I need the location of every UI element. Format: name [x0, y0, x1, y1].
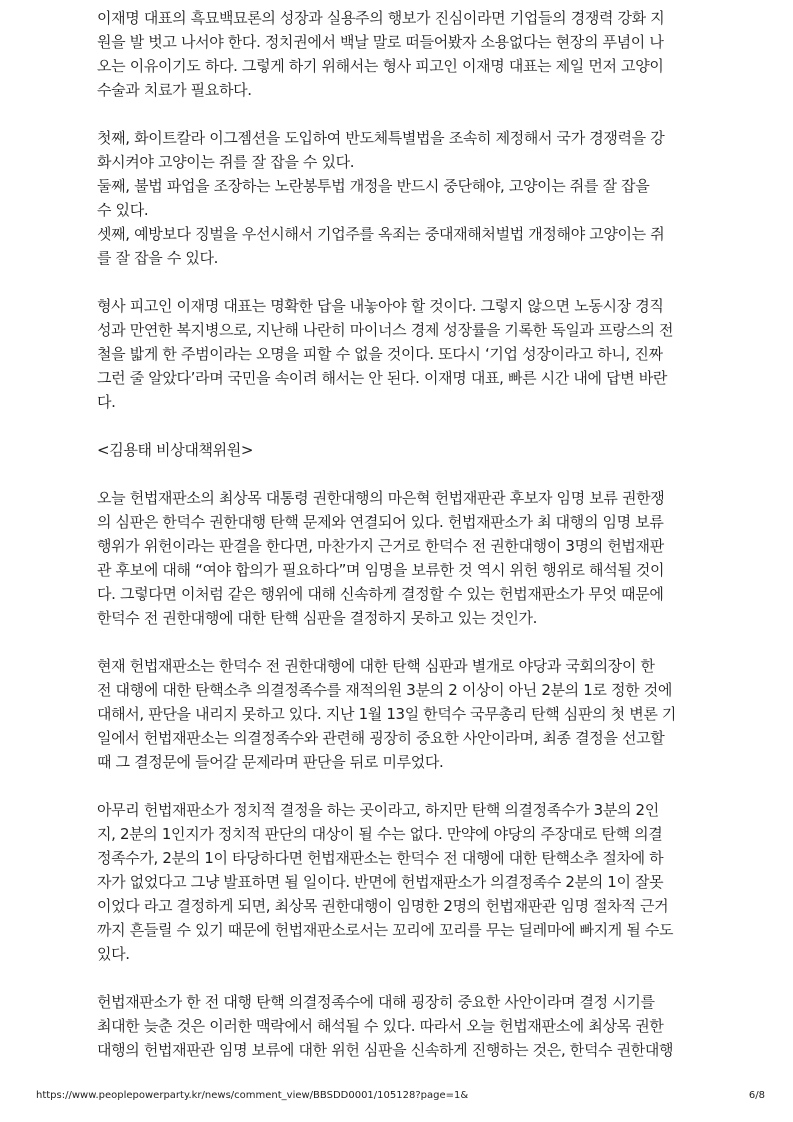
text-line: 성과 만연한 복지병으로, 지난해 나란히 마이너스 경제 성장률을 기록한 독일과 프랑스의 전	[97, 321, 674, 339]
text-line: 있다.	[97, 945, 130, 963]
text-line: 대행의 헌법재판관 임명 보류에 대한 위헌 심판을 신속하게 진행하는 것은, 한덕수 권한대행	[97, 1041, 674, 1059]
text-line: 까지 흔들릴 수 있기 때문에 헌법재판소로서는 꼬리에 꼬리를 무는 딜레마에 빠지게 될 수도	[97, 921, 674, 939]
text-line: 이재명 대표의 흑묘백묘론의 성장과 실용주의 행보가 진심이라면 기업들의 경쟁력 강화 지	[97, 9, 665, 27]
text-line: 최대한 늦춘 것은 이러한 맥락에서 해석될 수 있다. 따라서 오늘 헌법재판소에 최상목 권한	[97, 1017, 664, 1035]
text-line: 아무리 헌법재판소가 정치적 결정을 하는 곳이라고, 하지만 탄핵 의결정족수가 3분의 2인	[97, 801, 659, 819]
text-line: 헌법재판소가 한 전 대행 탄핵 의결정족수에 대해 굉장히 중요한 사안이라며 결정 시기를	[97, 993, 655, 1011]
text-line: 다.	[97, 393, 116, 411]
text-line: 행위가 위헌이라는 판결을 한다면, 마찬가지 근거로 한덕수 전 권한대행이 3명의 헌법재판	[97, 537, 664, 555]
text-line: 때 그 결정문에 들어갈 문제라며 판단을 뒤로 미루었다.	[97, 753, 444, 771]
text-line: 셋째, 예방보다 징벌을 우선시해서 기업주를 옥죄는 중대재해처벌법 개정해야 고양이는 쥐	[97, 225, 665, 243]
text-line: 관 후보에 대해 “여야 합의가 필요하다”며 임명을 보류한 것 역시 위헌 행위로 해석될 것이	[97, 561, 665, 579]
text-line: 한덕수 전 권한대행에 대한 탄핵 심판을 결정하지 못하고 있는 것인가.	[97, 609, 538, 627]
text-line: 자가 없었다고 그냥 발표하면 될 일이다. 반면에 헌법재판소가 의결정족수 2분의 1이 잘못	[97, 873, 664, 891]
text-line: 수술과 치료가 필요하다.	[97, 81, 252, 99]
text-line: 수 있다.	[97, 201, 149, 219]
text-line: 오늘 헌법재판소의 최상목 대통령 권한대행의 마은혁 헌법재판관 후보자 임명 보류 권한쟁	[97, 489, 665, 507]
text-line: 원을 발 벗고 나서야 한다. 정치권에서 백날 말로 떠들어봤자 소용없다는 현장의 푸념이 나	[97, 33, 664, 51]
text-line: 오는 이유이기도 하다. 그렇게 하기 위해서는 형사 피고인 이재명 대표는 제일 먼저 고양이	[97, 57, 664, 75]
text-line: 철을 밟게 한 주범이라는 오명을 피할 수 없을 것이다. 또다시 ‘기업 성장이라고 하니, 진짜	[97, 345, 663, 363]
page-number: 6/8	[748, 1090, 765, 1101]
text-line: 지, 2분의 1인지가 정치적 판단의 대상이 될 수는 없다. 만약에 야당의 주장대로 탄핵 의결	[97, 825, 663, 843]
text-line: 대해서, 판단을 내리지 못하고 있다. 지난 1월 13일 한덕수 국무총리 탄핵 심판의 첫 변론 기	[97, 705, 677, 723]
text-line: 정족수가, 2분의 1이 타당하다면 헌법재판소는 한덕수 전 대행에 대한 탄핵소추 절차에 하	[97, 849, 664, 867]
text-line: 를 잘 잡을 수 있다.	[97, 249, 219, 267]
text-line: 이었다 라고 결정하게 되면, 최상목 권한대행이 임명한 2명의 헌법재판관 임명 절차적 근거	[97, 897, 669, 915]
speaker-heading: <김용태 비상대책위원>	[97, 441, 254, 459]
text-line: 현재 헌법재판소는 한덕수 전 권한대행에 대한 탄핵 심판과 별개로 야당과 국회의장이 한	[97, 657, 655, 675]
text-line: 둘째, 불법 파업을 조장하는 노란봉투법 개정을 반드시 중단해야, 고양이는 쥐를 잘 잡을	[97, 177, 650, 195]
text-line: 일에서 헌법재판소는 의결정족수와 관련해 굉장히 중요한 사안이라며, 최종 결정을 선고할	[97, 729, 665, 747]
text-line: 화시켜야 고양이는 쥐를 잘 잡을 수 있다.	[97, 153, 355, 171]
text-line: 첫째, 화이트칼라 이그젬션을 도입하여 반도체특별법을 조속히 제정해서 국가 경쟁력을 강	[97, 129, 665, 147]
footer-url: https://www.peoplepowerparty.kr/news/comment_view/BBSDD0001/105128?page=1&	[36, 1090, 469, 1101]
text-line: 형사 피고인 이재명 대표는 명확한 답을 내놓아야 할 것이다. 그렇지 않으면 노동시장 경직	[97, 297, 664, 315]
text-line: 그런 줄 알았다’라며 국민을 속이려 해서는 안 된다. 이재명 대표, 빠른 시간 내에 답변 바란	[97, 369, 668, 387]
text-line: 전 대행에 대한 탄핵소추 의결정족수를 재적의원 3분의 2 이상이 아닌 2분의 1로 정한 것에	[97, 681, 672, 699]
text-line: 다. 그렇다면 이처럼 같은 행위에 대해 신속하게 결정할 수 있는 헌법재판소가 무엇 때문에	[97, 585, 664, 603]
text-line: 의 심판은 한덕수 권한대행 탄핵 문제와 연결되어 있다. 헌법재판소가 최 대행의 임명 보류	[97, 513, 664, 531]
